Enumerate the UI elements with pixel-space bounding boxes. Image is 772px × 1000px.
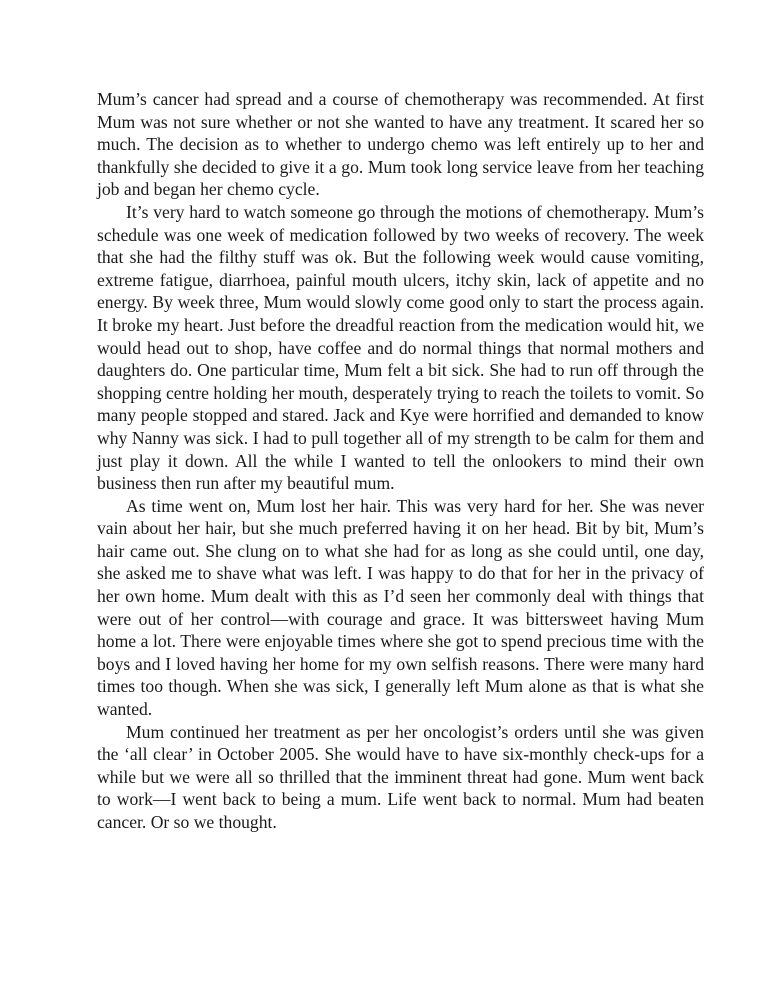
paragraph-3: As time went on, Mum lost her hair. This was very hard for her. She was never vain about her hair, but she much preferred having it on her head. Bit by bit, Mum’s hair came out. She clung on to what she had for as long as she could until, one day, she asked me to shave what was left. I was happy to do that for her in the privacy of her own home. Mum dealt with this as I’d seen her commonly deal with things that were out of her control—with courage and grace. It was bittersweet having Mum home a lot. There were enjoyable times where she got to spend precious time with the boys and I loved having her home for my own selfish reasons. There were many hard times too though. When she was sick, I generally left Mum alone as that is what she wanted. (97, 495, 704, 720)
paragraph-1: Mum’s cancer had spread and a course of chemotherapy was recommended. At first Mum was not sure whether or not she wanted to have any treatment. It scared her so much. The decision as to whether to undergo chemo was left entirely up to her and thankfully she decided to give it a go. Mum took long service leave from her teaching job and began her chemo cycle. (97, 89, 704, 200)
page-body (97, 88, 704, 834)
paragraph-4: Mum continued her treatment as per her oncologist’s orders until she was given the ‘all clear’ in October 2005. She would have to have six-monthly check-ups for a while but we were all so thrilled that the imminent threat had gone. Mum went back to work—I went back to being a mum. Life went back to normal. Mum had beaten cancer. Or so we thought. (97, 721, 704, 832)
paragraph-2: It’s very hard to watch someone go through the motions of chemotherapy. Mum’s schedule was one week of medication followed by two weeks of recovery. The week that she had the filthy stuff was ok. But the following week would cause vomiting, extreme fatigue, diarrhoea, painful mouth ulcers, itchy skin, lack of appetite and no energy. By week three, Mum would slowly come good only to start the process again. It broke my heart. Just before the dreadful reaction from the medication would hit, we would head out to shop, have coffee and do normal things that normal mothers and daughters do. One particular time, Mum felt a bit sick. She had to run off through the shopping centre holding her mouth, desperately trying to reach the toilets to vomit. So many people stopped and stared. Jack and Kye were horrified and demanded to know why Nanny was sick. I had to pull together all of my strength to be calm for them and just play it down. All the while I wanted to tell the onlookers to mind their own business then run after my beautiful mum. (97, 201, 704, 494)
